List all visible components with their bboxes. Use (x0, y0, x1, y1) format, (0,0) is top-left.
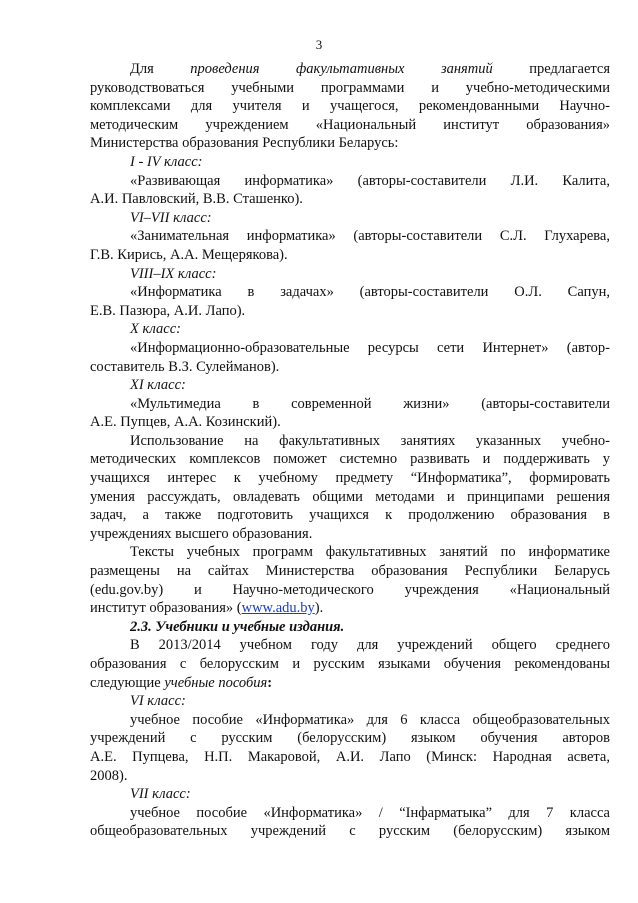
grade-10-line-2: составитель В.З. Сулейманов). (90, 358, 280, 375)
grade-11-line-2: А.Е. Пупцев, А.А. Козинский). (90, 414, 281, 431)
grade-heading-1-4: I - IV класс: (130, 153, 203, 170)
grade-heading-10: X класс: (130, 321, 182, 338)
intro-line-1: Для проведения факультативных занятий предлагается (130, 61, 610, 77)
adu-link[interactable]: www.adu.by (241, 600, 315, 617)
usage-line-1: Использование на факультативных занятиях указанных учебно- (130, 432, 610, 449)
grade-6-7-line-2: Г.В. Кирись, А.А. Мещерякова). (90, 246, 288, 263)
book-6-line-1: учебное пособие «Информатика» для 6 класса общеобразовательных (130, 711, 610, 728)
programs-line-1: Тексты учебных программ факультативных занятий по информатике (130, 544, 610, 561)
usage-line-3: учащихся интерес к учебному предмету “Информатика”, формировать (90, 470, 610, 487)
book-6-line-4: 2008). (90, 767, 128, 784)
book-heading-6: VI класс: (130, 693, 186, 710)
grade-heading-8-9: VIII–IX класс: (130, 265, 217, 282)
usage-line-2: методических комплексов поможет системно развивать и поддерживать у (90, 451, 610, 468)
grade-10-line-1: «Информационно-образовательные ресурсы сети Интернет» (автор- (130, 339, 610, 356)
grade-1-4-line-1: «Развивающая информатика» (авторы-составители Л.И. Калита, (130, 172, 610, 189)
document-body (90, 60, 610, 841)
programs-line-2: размещены на сайтах Министерства образования Республики Беларусь (90, 563, 610, 580)
usage-line-5: задач, а также подготовить учащихся к продолжению образования в (90, 507, 610, 524)
intro-line-4: методическим учреждением «Национальный институт образования» (90, 116, 610, 133)
grade-6-7-line-1: «Занимательная информатика» (авторы-составители С.Л. Глухарева, (130, 228, 610, 245)
programs-line-3: (edu.gov.by) и Научно-методического учреждения «Национальный (90, 581, 610, 598)
book-7-line-1: учебное пособие «Информатика» / “Інфарматыка” для 7 класса (130, 804, 610, 821)
recommend-line-3: следующие учебные пособия: (90, 674, 273, 691)
usage-line-6: учреждениях высшего образования. (90, 525, 313, 542)
grade-11-line-1: «Мультимедиа в современной жизни» (авторы-составители (130, 395, 610, 412)
recommend-line-1: В 2013/2014 учебном году для учреждений общего среднего (130, 637, 610, 654)
usage-line-4: умения рассуждать, овладевать общими методами и принципами решения (90, 488, 610, 505)
book-heading-7: VII класс: (130, 786, 191, 803)
grade-8-9-line-1: «Информатика в задачах» (авторы-составители О.Л. Сапун, (130, 284, 610, 301)
programs-line-4: институт образования» (www.adu.by). (90, 600, 324, 617)
grade-8-9-line-2: Е.В. Пазюра, А.И. Лапо). (90, 302, 246, 319)
grade-heading-6-7: VI–VII класс: (130, 209, 212, 226)
intro-line-2: руководствоваться учебными программами и учебно-методическими (90, 79, 610, 96)
section-heading: 2.3. Учебники и учебные издания. (130, 618, 345, 635)
intro-line-3: комплексами для учителя и учащегося, рекомендованными Научно- (90, 98, 610, 115)
grade-1-4-line-2: А.И. Павловский, В.В. Сташенко). (90, 191, 303, 208)
book-7-line-2: общеобразовательных учреждений с русским (белорусским) языком (90, 823, 610, 840)
grade-heading-11: XI класс: (130, 377, 186, 394)
book-6-line-3: А.Е. Пупцева, Н.П. Макаровой, А.И. Лапо (Минск: Народная асвета, (90, 748, 610, 765)
intro-line-5: Министерства образования Республики Беларусь: (90, 135, 399, 152)
page-number: 3 (315, 37, 323, 52)
book-6-line-2: учреждений с русским (белорусским) языком обучения авторов (90, 730, 610, 747)
recommend-line-2: образования с белорусским и русским языками обучения рекомендованы (90, 656, 610, 672)
